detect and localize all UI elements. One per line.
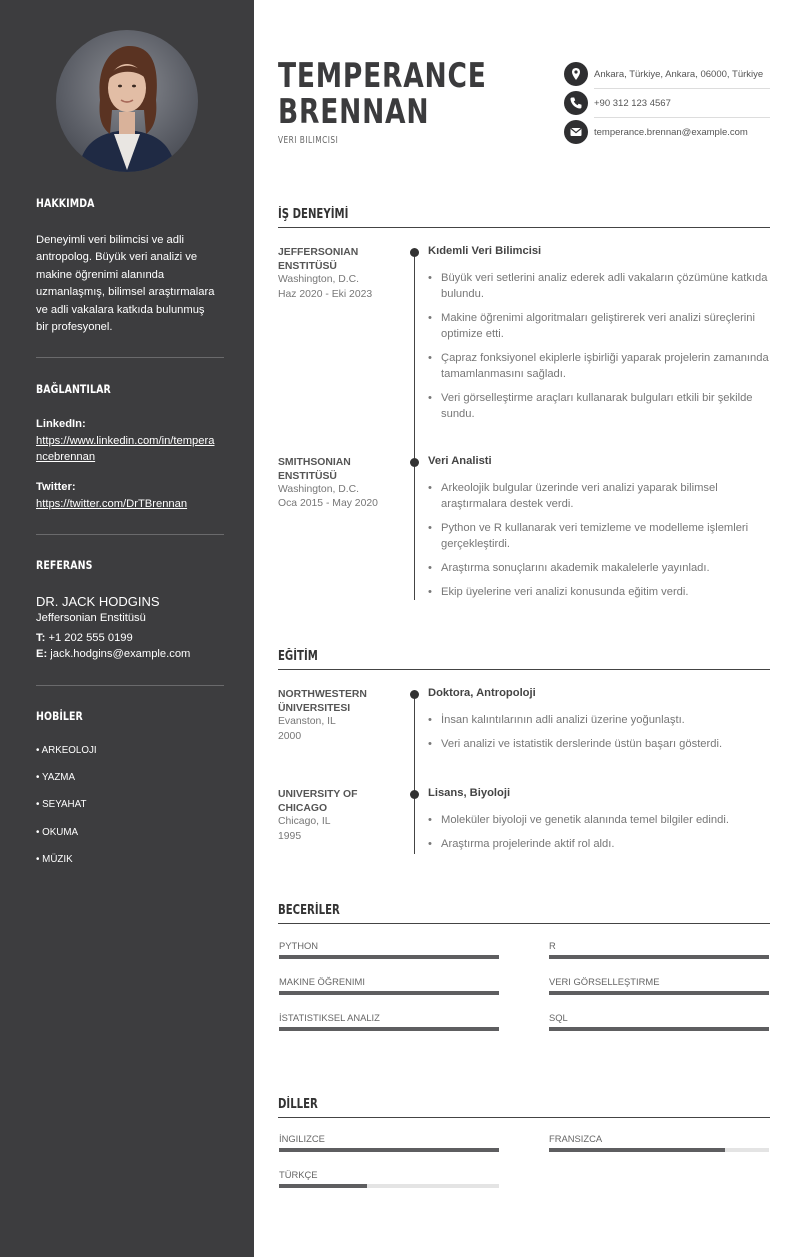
linkedin-label: LinkedIn: [36, 418, 86, 430]
skill-bar-fill [279, 955, 499, 959]
skill-bar [549, 1027, 769, 1031]
divider [36, 685, 224, 686]
language-label: FRANSIZCA [549, 1133, 603, 1144]
divider [594, 117, 770, 118]
hobby-item: • OKUMA [36, 827, 79, 838]
timeline-dot [410, 248, 419, 257]
hobby-item: • YAZMA [36, 772, 75, 783]
contact-address: Ankara, Türkiye, Ankara, 06000, Türkiye [594, 69, 764, 80]
experience-heading: İŞ DENEYİMİ [278, 207, 349, 222]
twitter-label: Twitter: [36, 481, 76, 493]
language-bar [549, 1148, 769, 1152]
timeline-dot [410, 458, 419, 467]
skill-bar [279, 991, 499, 995]
education-bullet: • Veri analizi ve istatistik derslerinde üstün başarı gösterdi. [428, 736, 770, 752]
section-divider [278, 669, 770, 670]
timeline-dot [410, 690, 419, 699]
education-location: Chicago, IL [278, 816, 331, 827]
divider [36, 357, 224, 358]
education-org: UNIVERSITY OF CHICAGO [278, 789, 358, 814]
job-location: Washington, D.C. [278, 274, 360, 285]
language-label: TÜRKÇE [279, 1169, 318, 1180]
language-bar [279, 1184, 499, 1188]
reference-email-label: E: [36, 648, 48, 660]
timeline-line [414, 252, 415, 600]
skill-bar [549, 955, 769, 959]
person-name [278, 58, 487, 130]
skill-label: VERI GÖRSELLEŞTIRME [549, 976, 660, 987]
skill-bar-fill [279, 1027, 499, 1031]
reference-email-value: jack.hodgins@example.com [50, 648, 191, 660]
languages-heading: DİLLER [278, 1097, 318, 1112]
language-bar-fill [279, 1148, 499, 1152]
skills-heading: BECERİLER [278, 903, 340, 918]
education-bullet: • İnsan kalıntılarının adli analizi üzerine yoğunlaştı. [428, 712, 770, 728]
hobby-item: • ARKEOLOJI [36, 745, 97, 756]
job-bullet: • Python ve R kullanarak veri temizleme ve modelleme işlemleri gerçekleştirdi. [428, 520, 770, 552]
job-bullet: • Veri görselleştirme araçları kullanarak bulguları etkili bir şekilde sundu. [428, 390, 770, 422]
about-text: Deneyimli veri bilimcisi ve adli antropolog. Büyük veri analizi ve makine öğrenimi alanında uzmanlaşmış, bilimsel araştırmalara ve adli vakalara katkıda bulunmuş bir profesyonel. [36, 234, 215, 334]
education-bullet: • Araştırma projelerinde aktif rol aldı. [428, 836, 770, 852]
skill-bar [279, 1027, 499, 1031]
education-year: 1995 [278, 831, 302, 842]
job-dates: Oca 2015 - May 2020 [278, 498, 378, 509]
first-name: TEMPERANCE [278, 56, 487, 96]
job-title: Kıdemli Veri Bilimcisi [428, 245, 542, 257]
about-heading: HAKKIMDA [36, 196, 95, 210]
language-bar [279, 1148, 499, 1152]
language-bar-fill [549, 1148, 725, 1152]
skill-bar [549, 991, 769, 995]
job-location: Washington, D.C. [278, 484, 360, 495]
reference-heading: REFERANS [36, 558, 93, 572]
skill-bar-fill [549, 1027, 769, 1031]
language-bar-fill [279, 1184, 367, 1188]
job-bullet: • Ekip üyelerine veri analizi konusunda eğitim verdi. [428, 584, 770, 600]
twitter-link[interactable]: https://twitter.com/DrTBrennan [36, 498, 188, 510]
contact-phone: +90 312 123 4567 [594, 98, 671, 109]
education-bullet: • Moleküler biyoloji ve genetik alanında temel bilgiler edindi. [428, 812, 770, 828]
education-title: Doktora, Antropoloji [428, 687, 536, 699]
skill-bar-fill [279, 991, 499, 995]
education-heading: EĞİTİM [278, 649, 318, 664]
language-label: İNGILIZCE [279, 1133, 325, 1144]
skill-bar-fill [549, 991, 769, 995]
skill-label: R [549, 940, 556, 951]
reference-email [36, 648, 190, 660]
phone-icon [564, 91, 588, 115]
education-title: Lisans, Biyoloji [428, 787, 511, 799]
reference-phone-value: +1 202 555 0199 [48, 632, 133, 644]
job-dates: Haz 2020 - Eki 2023 [278, 289, 373, 300]
skill-label: SQL [549, 1012, 568, 1023]
reference-phone [36, 632, 133, 644]
email-icon [564, 120, 588, 144]
reference-org: Jeffersonian Enstitüsü [36, 612, 146, 624]
sidebar [0, 0, 254, 1257]
education-location: Evanston, IL [278, 716, 336, 727]
section-divider [278, 1117, 770, 1118]
job-org: SMITHSONIAN ENSTITÜSÜ [278, 457, 351, 482]
skill-label: MAKINE ÖĞRENIMI [279, 976, 365, 987]
job-org: JEFFERSONIAN ENSTITÜSÜ [278, 247, 359, 272]
reference-phone-label: T: [36, 632, 46, 644]
location-pin-icon [564, 62, 588, 86]
skill-bar [279, 955, 499, 959]
job-title: Veri Analisti [428, 455, 492, 467]
education-org: NORTHWESTERN ÜNIVERSITESI [278, 689, 367, 714]
hobbies-heading: HOBİLER [36, 709, 83, 723]
job-bullet: • Makine öğrenimi algoritmaları geliştirerek veri analizi süreçlerini optimize etti. [428, 310, 770, 342]
skill-label: İSTATISTIKSEL ANALIZ [279, 1012, 380, 1023]
hobby-item: • MÜZIK [36, 854, 73, 865]
last-name: BRENNAN [278, 92, 430, 132]
education-year: 2000 [278, 731, 302, 742]
hobby-item: • SEYAHAT [36, 799, 87, 810]
contact-email: temperance.brennan@example.com [594, 127, 748, 138]
linkedin-link[interactable]: https://www.linkedin.com/in/temperancebrennan [36, 435, 215, 463]
profile-photo [56, 30, 198, 172]
job-bullet: • Araştırma sonuçlarını akademik makalelerle yayınladı. [428, 560, 770, 576]
timeline-dot [410, 790, 419, 799]
timeline-line [414, 694, 415, 854]
section-divider [278, 227, 770, 228]
reference-name: DR. JACK HODGINS [36, 594, 160, 609]
person-role: VERI BILIMCISI [278, 135, 339, 146]
job-bullet: • Arkeolojik bulgular üzerinde veri analizi yaparak bilimsel araştırmalara destek verdi. [428, 480, 770, 512]
divider [594, 88, 770, 89]
skill-bar-fill [549, 955, 769, 959]
job-bullet: • Çapraz fonksiyonel ekiplerle işbirliği yaparak projelerin zamanında tamamlanmasını sağladı. [428, 350, 770, 382]
section-divider [278, 923, 770, 924]
divider [36, 534, 224, 535]
job-bullet: • Büyük veri setlerini analiz ederek adli vakaların çözümüne katkıda bulundu. [428, 270, 770, 302]
links-heading: BAĞLANTILAR [36, 382, 111, 396]
skill-label: PYTHON [279, 940, 319, 951]
